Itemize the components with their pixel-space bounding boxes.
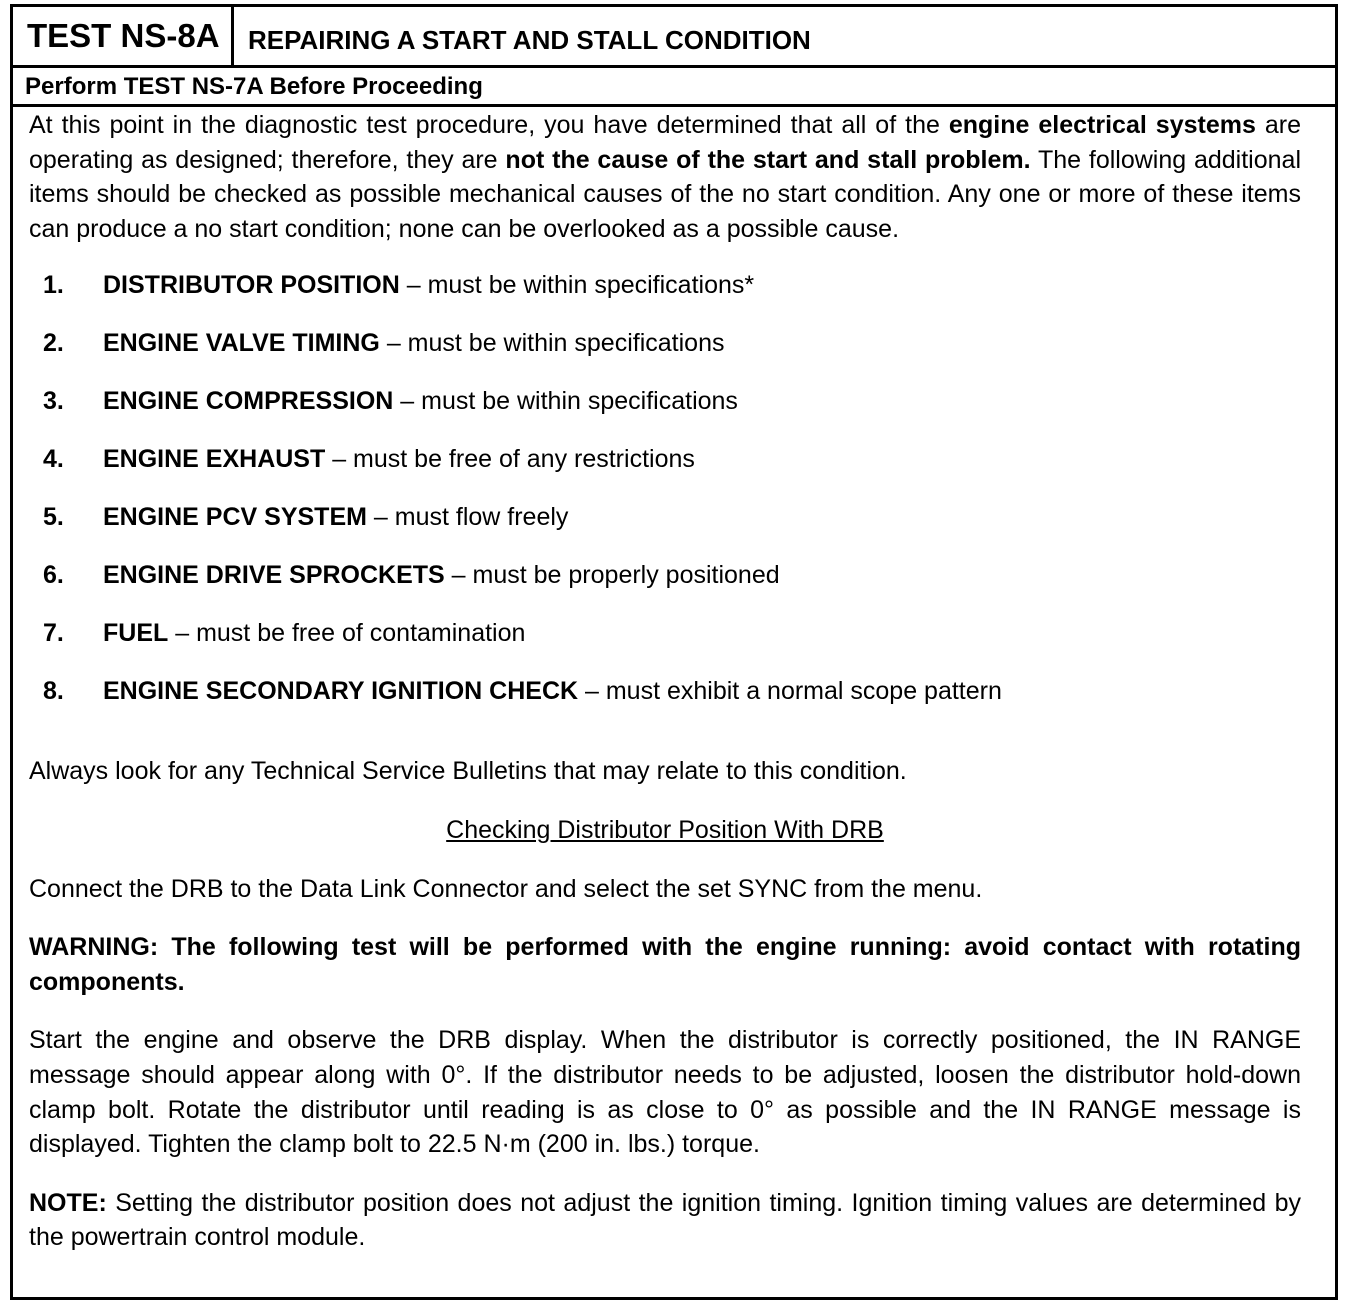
item-label: ENGINE VALVE TIMING [103,329,380,358]
item-label: ENGINE SECONDARY IGNITION CHECK [103,677,579,706]
list-item [29,326,1301,384]
list-item [29,558,1301,616]
title-row [13,7,1335,65]
item-label: ENGINE PCV SYSTEM [103,503,367,532]
note-paragraph [29,1186,1301,1255]
list-item [29,674,1301,732]
item-text: – must flow freely [366,503,569,532]
item-label: ENGINE DRIVE SPROCKETS [103,561,445,590]
warning-text: WARNING: The following test will be performed with the engine running: avoid contact with rotating components. [29,933,1301,996]
item-label: ENGINE COMPRESSION [103,387,394,416]
item-number: 4. [43,445,64,474]
item-number: 7. [43,619,64,648]
prerequisite-note: Perform TEST NS-7A Before Proceeding [13,65,1335,107]
intro-text-1: At this point in the diagnostic test procedure, you have determined that all of the [29,111,949,139]
test-title: REPAIRING A START AND STALL CONDITION [248,25,811,55]
item-number: 6. [43,561,64,590]
note-label: NOTE: [29,1188,107,1217]
intro-paragraph [29,108,1301,246]
test-id: TEST NS-8A [13,7,234,65]
item-text: – must exhibit a normal scope pattern [578,677,1002,706]
section-heading: Checking Distributor Position With DRB [446,815,884,844]
list-item [29,442,1301,500]
list-item [29,268,1301,326]
item-text: – must be within specifications [379,329,725,358]
intro-text-2: are operating as designed; therefore, they are [29,111,1301,174]
check-items-list [29,268,1301,732]
procedure-content [29,108,1301,1279]
warning-paragraph [29,930,1301,999]
bulletins-paragraph: Always look for any Technical Service Bulletins that may relate to this condition. [29,757,907,786]
list-item [29,384,1301,442]
procedure-paragraph: Start the engine and observe the DRB display. When the distributor is correctly positioned, the IN RANGE message should appear along with 0°. If the distributor needs to be adjusted, loosen the distributor hold-down clamp bolt. Rotate the distributor until reading is as close to 0° as possible and the IN RANGE message is displayed. Tighten the clamp bolt to 22.5 N·m (200 in. lbs.) torque. [29,1026,1301,1159]
item-number: 5. [43,503,64,532]
list-item [29,616,1301,674]
item-label: FUEL [103,619,169,648]
item-number: 2. [43,329,64,358]
item-text: – must be within specifications [393,387,738,416]
intro-bold-2: not the cause of the start and stall problem. [505,145,1031,174]
item-text: – must be free of any restrictions [325,445,695,474]
list-item [29,500,1301,558]
item-number: 8. [43,677,64,706]
item-number: 1. [43,271,64,300]
item-label: DISTRIBUTOR POSITION [103,271,400,300]
item-text: – must be within specifications* [399,271,755,300]
intro-bold-1: engine electrical systems [948,111,1256,139]
connect-paragraph: Connect the DRB to the Data Link Connector and select the set SYNC from the menu. [29,874,983,903]
item-label: ENGINE EXHAUST [103,445,326,474]
note-text: Setting the distributor position does not adjust the ignition timing. Ignition timing values are determined by the powertrain control module. [29,1188,1301,1252]
item-text: – must be properly positioned [444,561,780,590]
item-text: – must be free of contamination [168,619,526,648]
item-number: 3. [43,387,64,416]
intro-text-3: The following additional items should be checked as possible mechanical causes of the no start condition. Any one or more of these items can produce a no start condition; none can be overlooked as a possible cause. [29,145,1302,243]
